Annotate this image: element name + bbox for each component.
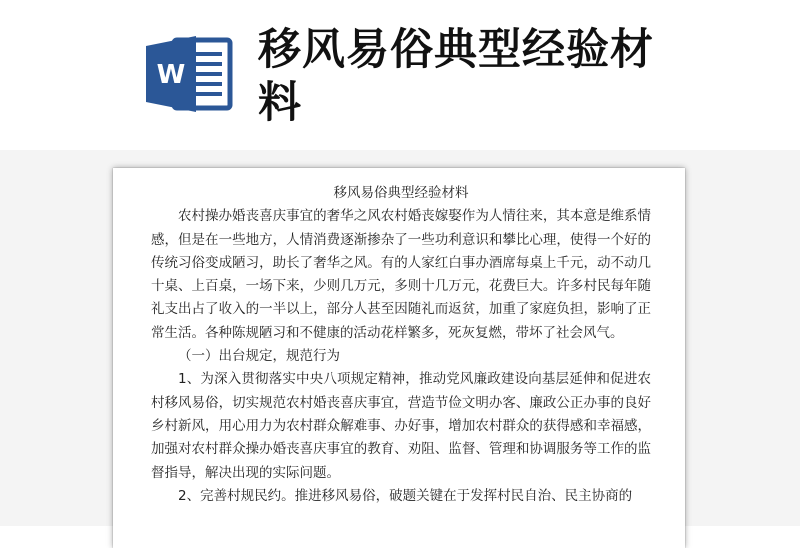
paragraph-item-1: 1、为深入贯彻落实中央八项规定精神，推动党风廉政建设向基层延伸和促进农村移风易俗，切实规范农村婚丧喜庆事宜，营造节俭文明办客、廉政公正办事的良好乡村新风，用心用力为农村群众解难事、办好事，增加农村群众的获得感和幸福感，加强对农村群众操办婚丧喜庆事宜的教育、劝阻、监督、管理和协调服务等工作的监督指导，解决出现的实际问题。 (151, 371, 651, 481)
paragraph-item-2: 2、完善村规民约。推进移风易俗，破题关键在于发挥村民自治、民主协商的 (178, 487, 633, 504)
document-title: 移风易俗典型经验材料 (333, 185, 469, 201)
header-banner (0, 0, 800, 150)
section-heading: （一）出台规定，规范行为 (178, 348, 340, 365)
document-page (113, 168, 685, 548)
document-body (151, 182, 651, 508)
word-document-icon (144, 34, 236, 114)
word-letter: W (156, 60, 186, 90)
page-title: 移风易俗典型经验材料 (258, 25, 654, 128)
paragraph-intro: 农村操办婚丧喜庆事宜的奢华之风农村婚丧嫁娶作为人情往来，其本意是维系情感，但是在一些地方，人情消费逐渐掺杂了一些功利意识和攀比心理，使得一个好的传统习俗变成陋习，助长了奢华之风。有的人家红白事办酒席每桌上千元，动不动几十桌、上百桌，一场下来，少则几万元，多则十几万元，花费巨大。许多村民每年随礼支出占了收入的一半以上，部分人甚至因随礼而返贫，加重了家庭负担，影响了正常生活。各种陈规陋习和不健康的活动花样繁多，死灰复燃，带坏了社会风气。 (151, 208, 651, 341)
